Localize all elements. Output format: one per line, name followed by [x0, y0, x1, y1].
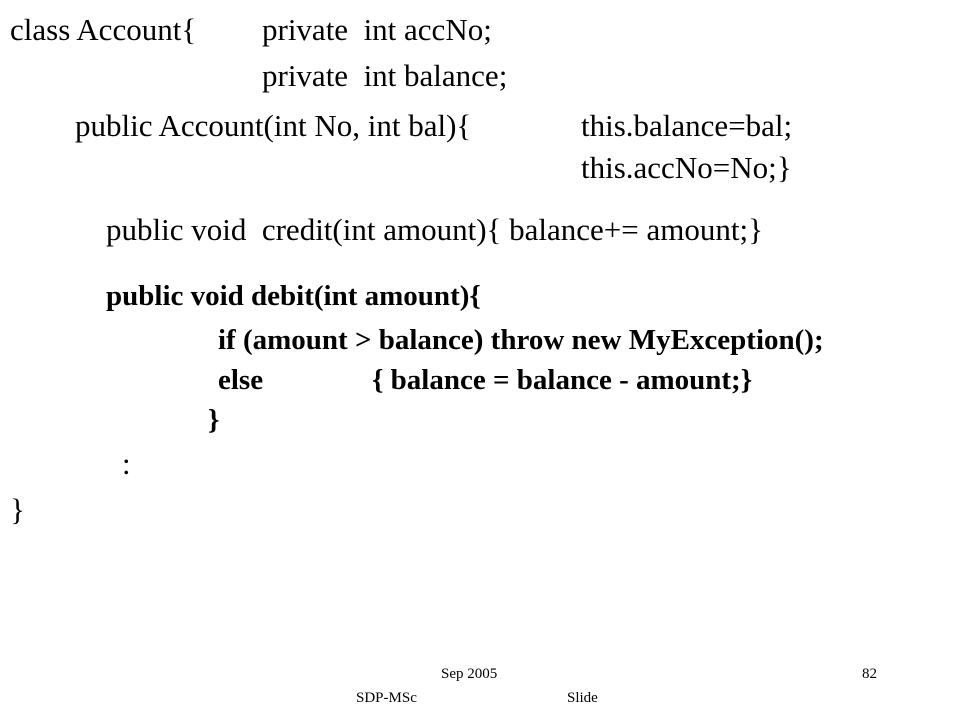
- code-line-debit-close-brace: }: [208, 404, 220, 436]
- code-line-class-close-brace: }: [10, 492, 25, 527]
- footer-page-number: 82: [862, 666, 877, 682]
- code-line-field-accno: private int accNo;: [262, 12, 492, 47]
- code-line-ellipsis: :: [122, 446, 131, 481]
- code-line-if-throw: if (amount > balance) throw new MyException();: [218, 324, 824, 356]
- code-line-else: else: [218, 364, 264, 396]
- code-line-assign-accno: this.accNo=No;}: [581, 150, 792, 185]
- footer-slide-label: Slide: [567, 690, 598, 706]
- code-line-assign-balance: this.balance=bal;: [581, 108, 793, 143]
- code-line-else-body: { balance = balance - amount;}: [372, 364, 753, 396]
- code-line-credit-method: public void credit(int amount){ balance+= amount;}: [106, 212, 763, 247]
- code-line-field-balance: private int balance;: [262, 58, 508, 93]
- code-line-debit-method: public void debit(int amount){: [106, 280, 481, 312]
- code-line-constructor: public Account(int No, int bal){: [75, 108, 472, 143]
- code-line-class-declaration: class Account{: [10, 12, 197, 47]
- footer-date: Sep 2005: [441, 666, 498, 682]
- footer-course: SDP-MSc: [356, 690, 417, 706]
